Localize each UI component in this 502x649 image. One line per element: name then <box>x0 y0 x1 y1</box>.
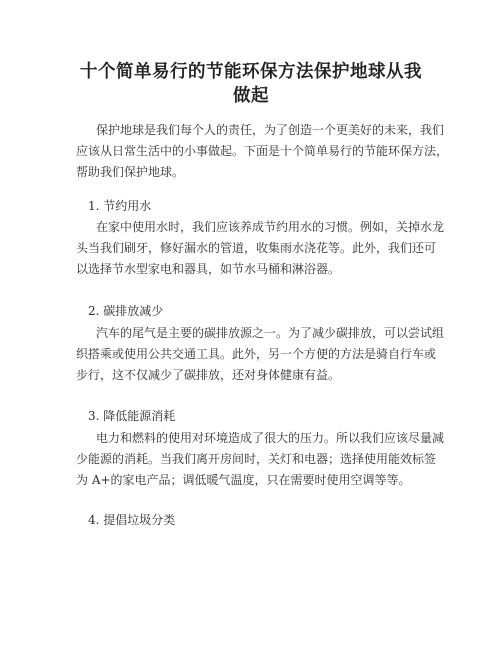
section-4-heading: 4. 提倡垃圾分类 <box>88 513 176 527</box>
title-line-1: 十个简单易行的节能环保方法保护地球从我 <box>80 62 422 82</box>
intro-line-3: 帮助我们保护地球。 <box>76 165 185 179</box>
section-1-paragraph <box>76 217 444 280</box>
intro-paragraph <box>76 120 448 183</box>
section-3-heading: 3. 降低能源消耗 <box>88 409 176 423</box>
section-3-paragraph <box>76 428 444 491</box>
section-1-line-3: 以选择节水型家电和器具，如节水马桶和淋浴器。 <box>76 262 341 276</box>
section-2-line-1: 汽车的尾气是主要的碳排放源之一。为了减少碳排放，可以尝试组 <box>96 326 445 340</box>
section-3-line-3: 为 A+的家电产品；调低暖气温度，只在需要时使用空调等等。 <box>76 473 411 487</box>
section-1-heading: 1. 节约用水 <box>88 199 152 213</box>
document-title <box>60 60 442 108</box>
section-3-line-1: 电力和燃料的使用对环境造成了很大的压力。所以我们应该尽量减 <box>96 431 445 445</box>
section-2-line-2: 织搭乘或使用公共交通工具。此外，另一个方便的方法是骑自行车或 <box>76 347 437 361</box>
section-1-line-2: 头当我们刷牙，修好漏水的管道，收集雨水浇花等。此外，我们还可 <box>76 241 437 255</box>
section-2-heading: 2. 碳排放减少 <box>88 304 164 318</box>
section-1-line-1: 在家中使用水时，我们应该养成节约用水的习惯。例如，关掉水龙 <box>96 220 445 234</box>
intro-line-2: 应该从日常生活中的小事做起。下面是十个简单易行的节能环保方法， <box>76 144 449 158</box>
section-2-line-3: 步行，这不仅减少了碳排放，还对身体健康有益。 <box>76 368 341 382</box>
title-line-2: 做起 <box>233 86 269 106</box>
section-2-paragraph <box>76 323 444 386</box>
section-3-line-2: 少能源的消耗。当我们离开房间时，关灯和电器；选择使用能效标签 <box>76 452 437 466</box>
intro-line-1: 保护地球是我们每个人的责任，为了创造一个更美好的未来，我们 <box>96 123 445 137</box>
